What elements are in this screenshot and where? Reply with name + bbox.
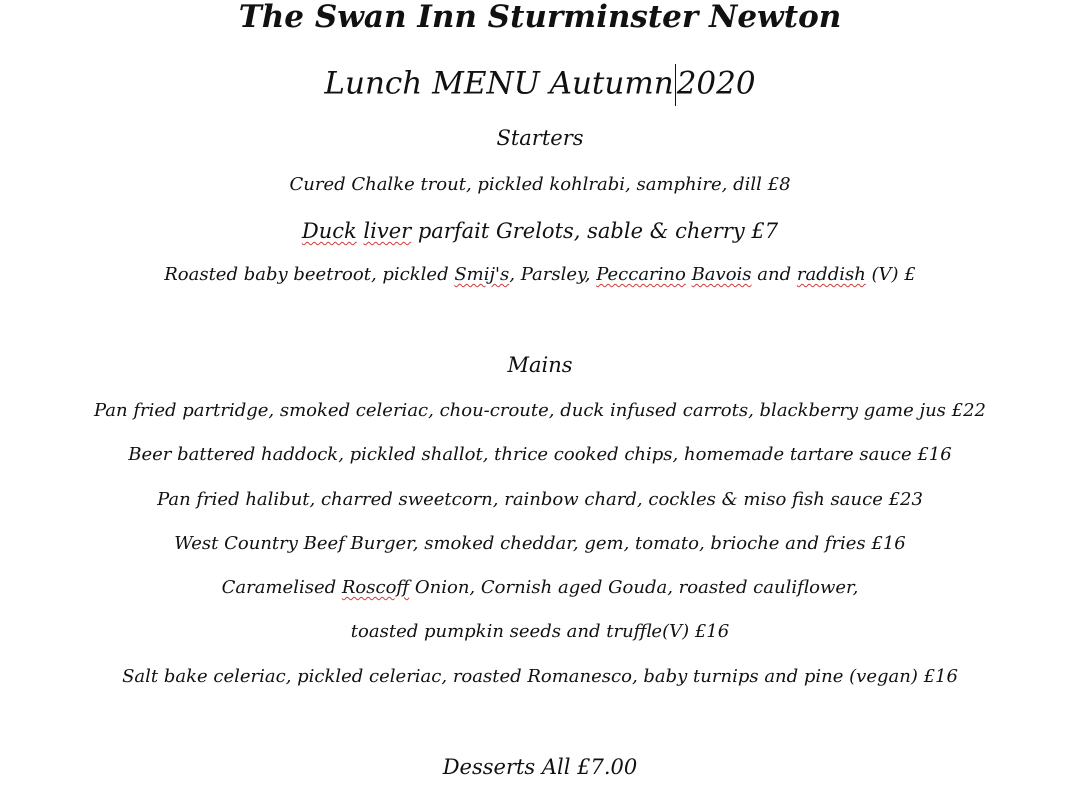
main-item: Salt bake celeriac, pickled celeriac, roasted Romanesco, baby turnips and pine (vegan) £16: [122, 666, 958, 687]
starter-item: Duck liver parfait Grelots, sable & cherry £7: [301, 219, 779, 243]
spelling-flagged-word: Peccarino: [596, 264, 686, 285]
menu-title-year: 2020: [676, 65, 756, 102]
main-item: Caramelised Roscoff Onion, Cornish aged Gouda, roasted cauliflower,: [221, 577, 859, 598]
menu-title-season-text: Lunch MENU Autumn: [324, 65, 674, 102]
mains-heading: Mains: [507, 353, 573, 377]
spelling-flagged-word: liver: [363, 219, 412, 243]
spelling-flagged-word: raddish: [796, 264, 866, 285]
spelling-flagged-word: Smij's: [454, 264, 510, 285]
spelling-flagged-word: Bavois: [691, 264, 752, 285]
main-item: Beer battered haddock, pickled shallot, thrice cooked chips, homemade tartare sauce £16: [128, 444, 952, 465]
spelling-flagged-word: Duck: [301, 219, 357, 243]
main-item: Pan fried halibut, charred sweetcorn, rainbow chard, cockles & miso fish sauce £23: [157, 489, 923, 510]
starter-item: Cured Chalke trout, pickled kohlrabi, samphire, dill £8: [289, 174, 791, 195]
main-item: West Country Beef Burger, smoked cheddar, gem, tomato, brioche and fries £16: [174, 533, 906, 554]
main-item: Pan fried partridge, smoked celeriac, chou-croute, duck infused carrots, blackberry game jus £22: [94, 400, 986, 421]
starters-heading: Starters: [496, 126, 584, 150]
desserts-heading: Desserts All £7.00: [442, 755, 638, 779]
starter-item: Roasted baby beetroot, pickled Smij's, Parsley, Peccarino Bavois and raddish (V) £: [164, 264, 916, 285]
menu-title-venue: The Swan Inn Sturminster Newton: [238, 0, 842, 35]
spelling-flagged-word: Roscoff: [341, 577, 410, 598]
text-cursor: [675, 64, 676, 106]
main-item: toasted pumpkin seeds and truffle(V) £16: [350, 621, 730, 642]
menu-title-season: [0, 64, 1080, 106]
